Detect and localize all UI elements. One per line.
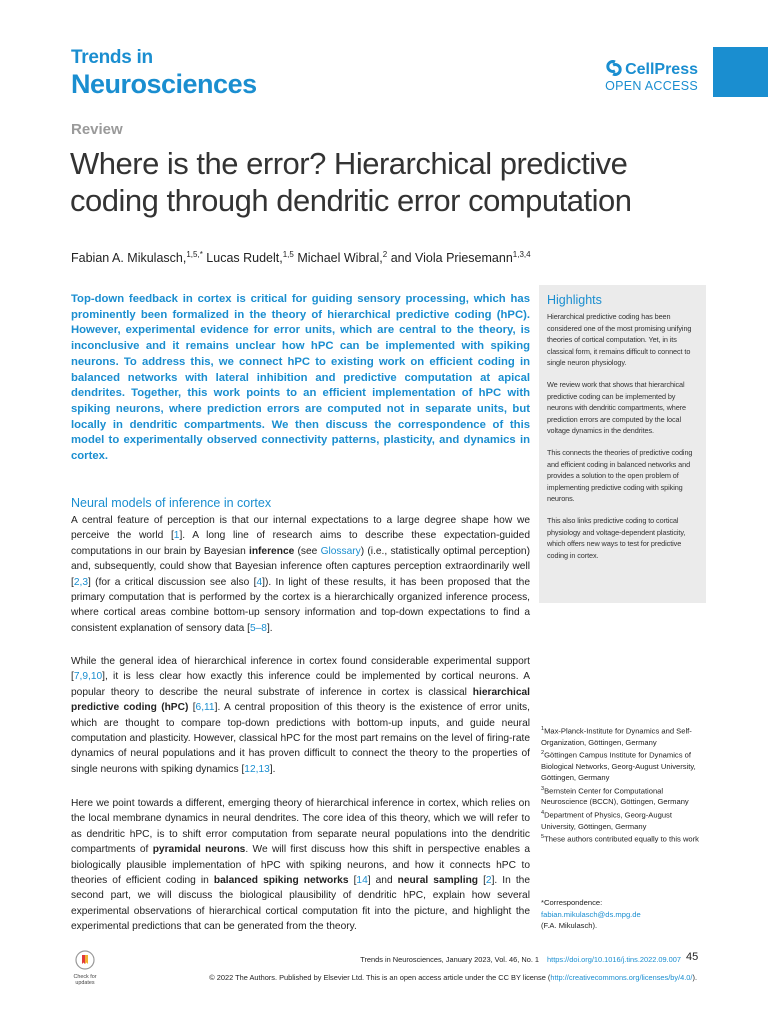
publisher-name: CellPress [625, 61, 698, 78]
highlight-item: This also links predictive coding to cortical physiology and voltage-dependent plasticity, which offers new ways to test for predictive coding in cortex. [547, 515, 686, 560]
open-access-label: OPEN ACCESS [605, 79, 698, 93]
highlight-item: This connects the theories of predictive coding and efficient coding in balanced networks and provides a solution to the open problem of implementing predictive coding with spiking neurons. [547, 447, 693, 504]
section-heading: Neural models of inference in cortex [71, 496, 272, 510]
highlights-heading: Highlights [547, 293, 602, 307]
footer-citation-line [360, 955, 697, 964]
footer-license-line: © 2022 The Authors. Published by Elsevier Ltd. This is an open access article under the CC BY license (http://creativecommons.org/licenses/by/4.0/). [209, 973, 697, 982]
author-name[interactable]: Michael Wibral, [293, 251, 383, 266]
highlights-box [539, 285, 706, 603]
glossary-term: balanced spiking networks [213, 875, 349, 887]
journal-citation: Trends in Neurosciences, January 2023, Vol. 46, No. 1 [360, 955, 540, 964]
check-for-updates-icon [75, 950, 95, 970]
author-affiliation-marker: 1,3,4 [512, 250, 531, 259]
journal-name-line1: Trends in [71, 47, 153, 68]
affiliations [541, 724, 701, 845]
reference-link[interactable]: 14 [356, 875, 368, 887]
affiliation-item: $^5$These authors contributed equally to this work [541, 833, 699, 844]
author-name[interactable]: and Viola Priesemann [387, 251, 513, 266]
article-title: Where is the error? Hierarchical predictive coding through dendritic error computation [70, 146, 632, 218]
journal-name-line2: Neurosciences [71, 69, 257, 99]
article-type: Review [71, 121, 123, 138]
body-paragraph: Here we point towards a different, emerging theory of hierarchical inference in cortex, which relies on the local membrane dynamics in neural dendrites. The core idea of this theory, which we will refer to as dendritic hPC, is to shift error computation from separate neural populations into the dendritic compartments of pyramidal neurons. We will first discuss how this shift in perspective enables a biologically plausible implementation of hPC with spiking neurons, and how it connects hPC to theories of efficient coding in balanced spiking networks [14] and neural sampling [2]. In the second part, we will discuss the biological plausibility of dendritic hPC, explain how several experimental observations of hierarchical cortical computation fit into the picture, and highlight the experimental predictions that can be generated from the theory. [71, 798, 531, 933]
affiliation-item: $^3$Bernstein Center for Computational Neuroscience (BCCN), Göttingen, Germany [541, 785, 689, 807]
license-link[interactable]: http://creativecommons.org/licenses/by/4.0/ [550, 973, 693, 982]
reference-link[interactable]: 2 [485, 875, 492, 887]
journal-logo [71, 48, 257, 98]
author-name[interactable]: Fabian A. Mikulasch, [71, 251, 187, 266]
correspondence [541, 897, 706, 932]
affiliation-item: $^2$Göttingen Campus Institute for Dynamics of Biological Networks, Georg-August University, Göttingen, Germany [541, 750, 696, 783]
header-accent-bar [713, 47, 768, 97]
reference-link[interactable]: 2,3 [73, 576, 89, 588]
glossary-link[interactable]: Glossary [320, 545, 361, 557]
correspondence-name: (F.A. Mikulasch). [541, 921, 598, 930]
reference-link[interactable]: 1 [173, 530, 180, 542]
correspondence-email-link[interactable]: fabian.mikulasch@ds.mpg.de [541, 909, 641, 919]
check-for-updates-line2: updates [75, 979, 95, 986]
glossary-term: pyramidal neurons [152, 844, 246, 856]
check-for-updates-line1: Check for [73, 974, 97, 980]
doi-link[interactable]: https://doi.org/10.1016/j.tins.2022.09.007 [547, 955, 681, 964]
body-paragraph: A central feature of perception is that our internal expectations to a large degree shape how we perceive the world [1]. A long line of research aims to describe these expectation-guided computations in our brain by Bayesian inference (see Glossary) (i.e., statistically optimal perception) and, subsequently, could show that Bayesian inference often captures perception extraordinarily well [2,3] (for a critical discussion see also [4]). In light of these results, it has been proposed that the primary computation that is performed by the cortex is a hierarchically organized inference process, where cortical areas combine bottom-up sensory information and top-down expectations to find a consistent explanation of sensory data [5–8]. [71, 515, 531, 634]
page-number: 45 [686, 951, 699, 963]
glossary-term: hierarchical predictive coding (hPC) [71, 686, 530, 714]
reference-link[interactable]: 5–8 [249, 622, 267, 634]
publisher-logo [592, 60, 698, 93]
reference-link[interactable]: 4 [256, 576, 263, 588]
correspondence-label: *Correspondence: [541, 898, 603, 907]
author-affiliation-marker: 1,5,* [186, 250, 203, 259]
cellpress-icon [606, 60, 622, 76]
affiliation-item: $^4$Department of Physics, Georg-August University, Göttingen, Germany [541, 809, 672, 831]
author-affiliation-marker: 2 [382, 250, 388, 259]
reference-link[interactable]: 7,9,10 [73, 671, 103, 683]
abstract: Top-down feedback in cortex is critical for guiding sensory processing, which has prominently been formalized in the theory of hierarchical predictive coding (hPC). However, experimental evidence for error units, which are central to the theory, is inconclusive and it remains unclear how hPC can be implemented with spiking neurons. To address this, we connect hPC to existing work on efficient coding in balanced networks with lateral inhibition and predictive computation at apical dendrites. Together, this work points to an efficient implementation of hPC with spiking neurons, where prediction errors are computed not in separate units, but locally in dendritic compartments. We then discuss the correspondence of this model to experimentally observed connectivity patterns, plasticity, and dynamics in cortex. [71, 293, 530, 463]
body-paragraph: While the general idea of hierarchical inference in cortex found considerable experimental support [7,9,10], it is less clear how exactly this inference could be implemented by cortical neurons. A popular theory to describe the neural substrate of inference in cortex is classical hierarchical predictive coding (hPC) [6,11]. A central proposition of this theory is the existence of error units, which are thought to compare top-down predictions with bottom-up inputs, and guide neural computation and plasticity. However, classical hPC for the most part remains on the level of firing-rate dynamics of neural populations and it has proven difficult to connect the theory to the properties of single neurons with spiking dynamics [12,13]. [71, 656, 530, 775]
glossary-term: inference [248, 545, 295, 557]
reference-link[interactable]: 6,11 [195, 702, 215, 714]
author-list [71, 250, 531, 265]
affiliation-item: $^1$Max-Planck-Institute for Dynamics and Self-Organization, Göttingen, Germany [541, 726, 692, 747]
check-for-updates-badge[interactable] [72, 950, 98, 986]
glossary-term: neural sampling [397, 875, 479, 887]
author-name[interactable]: Lucas Rudelt, [202, 251, 283, 266]
highlight-item: We review work that shows that hierarchical predictive coding can be implemented by neurons with dendritic compartments, where prediction errors are computed by the local voltage dynamics in the dendrites. [547, 379, 686, 436]
highlight-item: Hierarchical predictive coding has been considered one of the most promising unifying theories of cortical computation. Yet, in its classical form, it remains difficult to connect to single neuron physiology. [547, 312, 692, 368]
reference-link[interactable]: 12,13 [244, 763, 270, 775]
author-affiliation-marker: 1,5 [282, 250, 294, 259]
